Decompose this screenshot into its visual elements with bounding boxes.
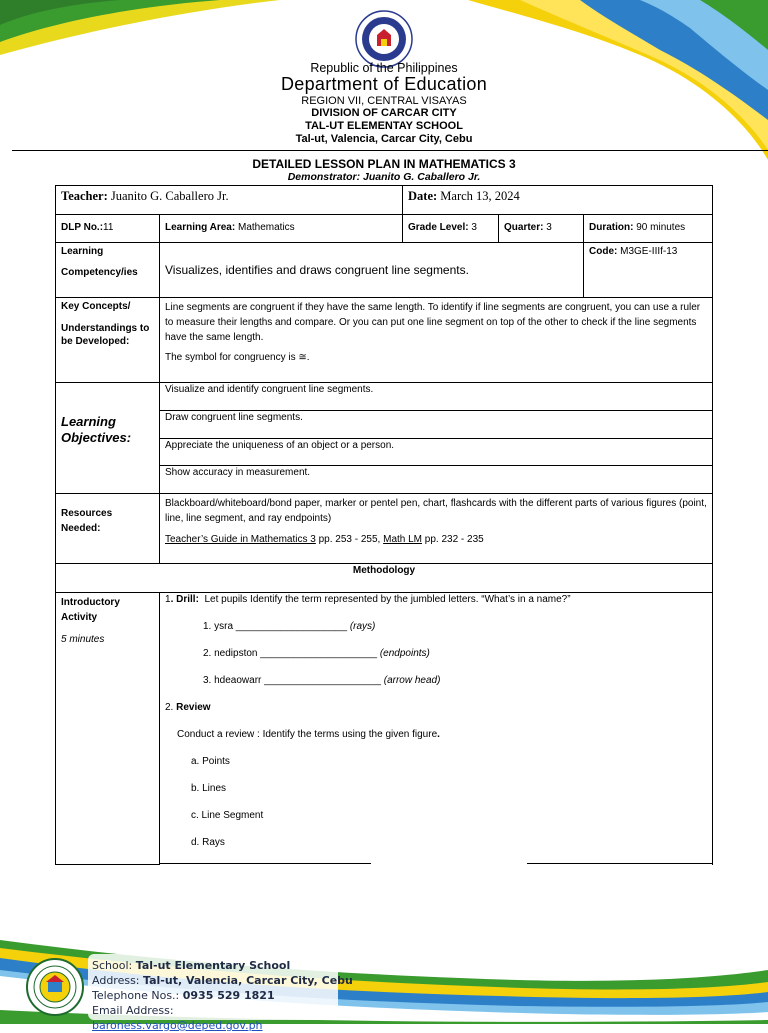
republic-text: Republic of the Philippines <box>310 61 458 75</box>
drill-answer: (endpoints) <box>379 648 430 659</box>
header-divider <box>12 150 768 151</box>
competency-label-line1: Learning <box>61 246 104 257</box>
school-seal-logo <box>26 958 84 1016</box>
intro-label-line2: Activity <box>61 612 98 623</box>
footer-address-line <box>92 973 353 988</box>
learning-area-cell <box>159 214 403 243</box>
math-lm-link[interactable]: Math LM <box>383 534 423 545</box>
department-title: Department of Education <box>280 74 488 94</box>
code-value: M3GE-IIIf-13 <box>620 246 678 257</box>
methodology-header-cell <box>55 563 713 593</box>
objective-text: Visualize and identify congruent line segments. <box>165 384 374 395</box>
dlp-value: 11 <box>103 222 114 233</box>
date-label: Date: <box>408 189 438 203</box>
code-label: Code: <box>589 246 618 257</box>
drill-question: 3. hdeaowarr _____________________ <box>203 675 381 686</box>
school-text: TAL-UT ELEMENTAY SCHOOL <box>305 120 463 132</box>
teachers-guide-link[interactable]: Teacher’s Guide in Mathematics 3 <box>165 534 316 545</box>
intro-label-line1: Introductory <box>61 597 120 608</box>
footer-school-name: Tal-ut Elementary School <box>135 959 291 972</box>
teacher-cell <box>55 185 403 215</box>
drill-question: 1. ysra ____________________ <box>203 621 348 632</box>
code-cell <box>583 242 713 298</box>
review-text: Conduct a review : Identify the terms using the given figure <box>177 729 438 740</box>
review-item: c. Line Segment <box>191 810 264 821</box>
duration-label: Duration: <box>589 222 634 233</box>
tg-pages: pp. 253 - 255, <box>315 534 384 545</box>
footer-school-label: School: <box>92 959 136 972</box>
competency-label-cell <box>55 242 160 298</box>
key-concepts-label-line2: Understandings to be Developed: <box>61 322 150 347</box>
intro-time: 5 minutes <box>61 634 105 645</box>
resources-text-cell <box>159 493 713 564</box>
drill-item <box>203 620 375 635</box>
review-instruction <box>177 728 440 743</box>
region-text: REGION VII, CENTRAL VISAYAS <box>301 95 467 107</box>
drill-instructions: Let pupils Identify the term represented by the jumbled letters. “What’s in a name?” <box>198 594 571 605</box>
resources-list: Blackboard/whiteboard/bond paper, marker or pentel pen, chart, flashcards with the different parts of various figures (point, line, line segment, and ray endpoints) <box>165 498 707 524</box>
footer-phone-line <box>92 988 353 1003</box>
methodology-header: Methodology <box>352 565 416 576</box>
objectives-label: Learning Objectives: <box>61 414 132 446</box>
school-address-text: Tal-ut, Valencia, Carcar City, Cebu <box>295 133 473 145</box>
objective-item <box>159 465 713 494</box>
table-bottom-border-left <box>159 863 371 864</box>
deped-seal-logo <box>355 10 413 68</box>
review-item: a. Points <box>191 756 230 767</box>
area-label: Learning Area: <box>165 222 236 233</box>
objective-item <box>159 438 713 466</box>
objective-item <box>159 382 713 411</box>
intro-activity-content-cell <box>159 592 713 865</box>
teacher-label: Teacher: <box>61 189 108 203</box>
intro-activity-label-cell <box>55 592 160 865</box>
review-period: . <box>437 729 440 740</box>
review-item: b. Lines <box>191 783 227 794</box>
key-concepts-label-cell <box>55 297 160 383</box>
drill-question: 2. nedipston _____________________ <box>203 648 378 659</box>
competency-text: Visualizes, identifies and draws congruent line segments. <box>165 263 469 277</box>
review-number: 2. <box>165 702 177 713</box>
congruency-symbol-text: The symbol for congruency is ≅. <box>165 352 310 363</box>
footer-school-line <box>92 958 353 973</box>
objectives-label-cell <box>55 382 160 494</box>
drill-item <box>203 647 430 662</box>
division-text: DIVISION OF CARCAR CITY <box>311 107 457 119</box>
resources-label: Resources Needed: <box>61 508 113 534</box>
key-concepts-paragraph: Line segments are congruent if they have the same length. To identify if line segments are congruent, you can use a ruler to measure their lengths and compare. Or you can put one line segment on top of the other to check if the line segments have the same length. <box>165 302 701 343</box>
footer-phone: 0935 529 1821 <box>182 989 275 1002</box>
duration-cell <box>583 214 713 243</box>
area-value: Mathematics <box>237 222 295 233</box>
lm-pages: pp. 232 - 235 <box>422 534 484 545</box>
competency-text-cell <box>159 242 584 298</box>
footer-email-link[interactable]: baroness.vargo@deped.gov.ph <box>92 1019 263 1032</box>
quarter-cell <box>498 214 584 243</box>
date-value: March 13, 2024 <box>440 189 520 203</box>
objective-text: Draw congruent line segments. <box>165 412 303 423</box>
quarter-label: Quarter: <box>504 222 544 233</box>
drill-line <box>165 593 571 608</box>
key-concepts-text-cell <box>159 297 713 383</box>
footer-address-label: Address: <box>92 974 144 987</box>
review-item: d. Rays <box>191 837 225 848</box>
resources-label-cell <box>55 493 160 564</box>
dlp-label: DLP No.: <box>61 222 104 233</box>
table-bottom-border-right <box>527 863 713 864</box>
objective-item <box>159 410 713 439</box>
review-line <box>165 701 211 716</box>
footer-phone-label: Telephone Nos.: <box>92 989 183 1002</box>
objective-text: Appreciate the uniqueness of an object or a person. <box>165 440 395 451</box>
grade-value: 3 <box>471 222 477 233</box>
drill-item <box>203 674 440 689</box>
competency-label-line2: Competency/ies <box>61 267 138 278</box>
grade-level-cell <box>402 214 499 243</box>
drill-label: . Drill: <box>170 594 199 605</box>
teacher-name: Juanito G. Caballero Jr. <box>110 189 229 203</box>
objective-text: Show accuracy in measurement. <box>165 467 311 478</box>
drill-number: 1 <box>165 594 171 605</box>
review-label: Review <box>176 702 211 713</box>
footer-address: Tal-ut, Valencia, Carcar City, Cebu <box>143 974 353 987</box>
dlp-cell <box>55 214 160 243</box>
grade-label: Grade Level: <box>408 222 469 233</box>
duration-value: 90 minutes <box>636 222 686 233</box>
footer-email-label: Email Address: <box>92 1004 174 1017</box>
footer-contact-info <box>92 958 353 1033</box>
date-cell <box>402 185 713 215</box>
demonstrator-line: Demonstrator: Juanito G. Caballero Jr. <box>287 171 481 183</box>
document-title: DETAILED LESSON PLAN IN MATHEMATICS 3 <box>252 157 516 171</box>
drill-answer: (rays) <box>349 621 376 632</box>
key-concepts-label-line1: Key Concepts/ <box>61 301 131 312</box>
quarter-value: 3 <box>546 222 552 233</box>
drill-answer: (arrow head) <box>383 675 441 686</box>
